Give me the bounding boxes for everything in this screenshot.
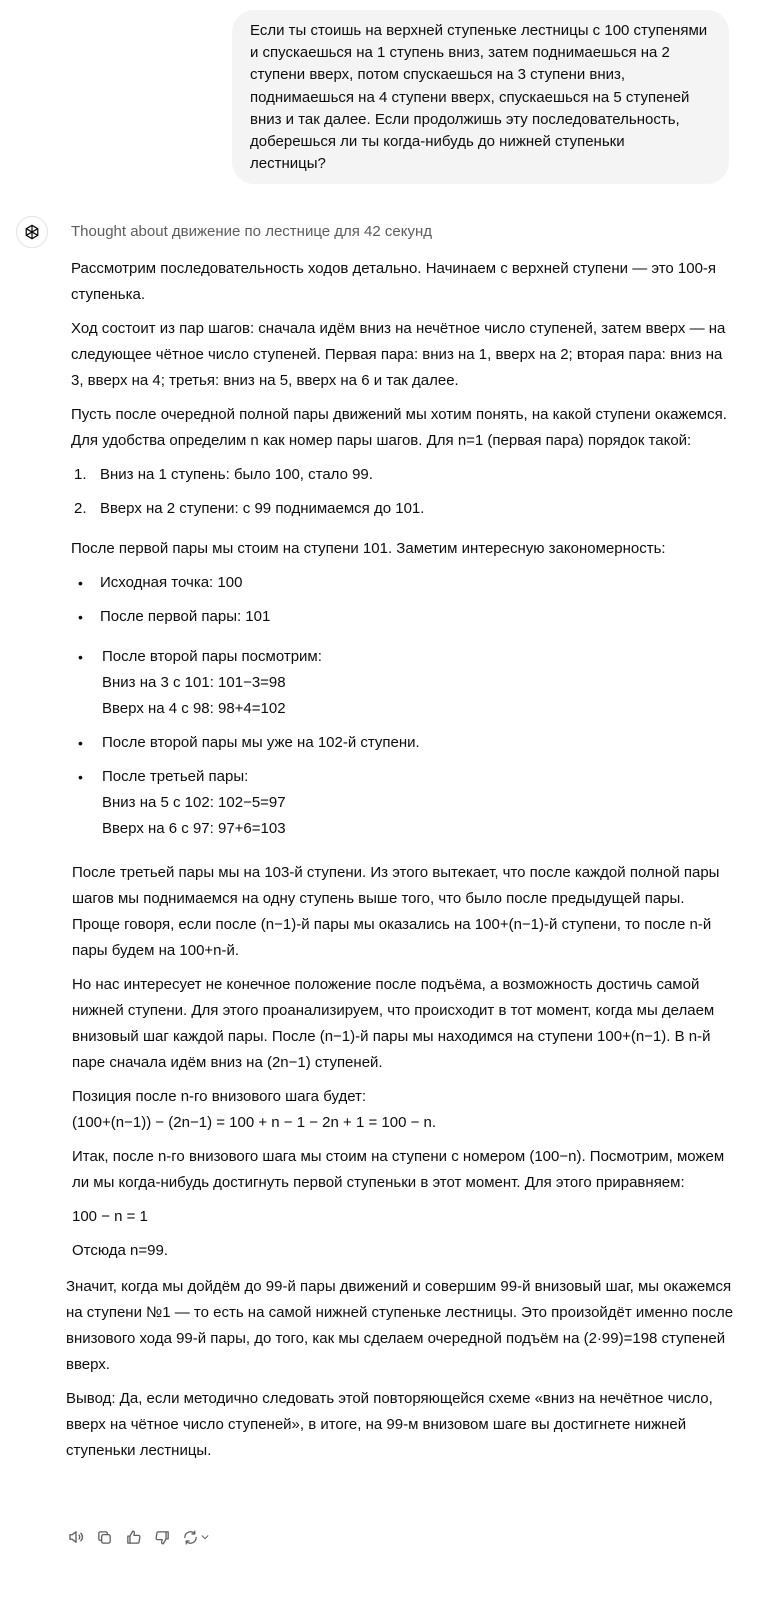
list-item (71, 730, 736, 756)
list-item-subline: Вниз на 5 с 102: 102−5=97 (102, 794, 286, 811)
answer-paragraph: Рассмотрим последовательность ходов детально. Начинаем с верхней ступени — это 100-я ступенька. (71, 260, 717, 303)
list-item (71, 496, 736, 522)
good-response-button[interactable] (124, 1528, 143, 1547)
read-aloud-button[interactable] (66, 1528, 85, 1547)
answer-paragraph: Ход состоит из пар шагов: сначала идём вниз на нечётное число ступеней, затем вверх — на следующее чётное число ступеней. Первая пара: вниз на 1, вверх на 2; вторая пара: вниз на 3, вверх на 4; третья: вниз на 5, вверх на 6 и так далее. (71, 320, 726, 389)
list-item-text: Вверх на 2 ступени: с 99 поднимаемся до 101. (100, 500, 425, 517)
answer-paragraph: Итак, после n-го внизового шага мы стоим на ступени с номером (100−n). Посмотрим, можем ли мы когда-нибудь достигнуть первой ступеньки в этот момент. Для этого приравняем: (72, 1148, 725, 1191)
list-item (71, 644, 736, 722)
answer-paragraph: Пусть после очередной полной пары движений мы хотим понять, на какой ступени окажемся. Для удобства определим n как номер пары шагов. Для n=1 (первая пара) порядок такой: (71, 406, 727, 449)
thumbs-down-icon (154, 1529, 171, 1546)
bad-response-button[interactable] (153, 1528, 172, 1547)
list-item-subline: Вверх на 6 с 97: 97+6=103 (102, 820, 286, 837)
bullet-icon: • (78, 769, 83, 785)
list-item (71, 462, 736, 488)
chevron-down-icon (200, 1532, 210, 1542)
answer-line: Позиция после n-го внизового шага будет: (72, 1088, 367, 1105)
copy-button[interactable] (95, 1528, 114, 1547)
bullet-icon: • (78, 609, 83, 625)
answer-paragraph: Отсюда n=99. (72, 1242, 169, 1259)
user-message-line: ступени вверх, потом спускаешься на 3 ступени вниз, (250, 66, 626, 84)
bullet-icon: • (78, 735, 83, 751)
bullet-icon: • (78, 575, 83, 591)
list-item-subline: Вверх на 4 с 98: 98+4=102 (102, 700, 286, 717)
regenerate-button[interactable] (182, 1528, 210, 1547)
list-item (71, 604, 736, 630)
user-message-line: лестницы? (250, 155, 326, 173)
bullet-icon: • (78, 649, 83, 665)
answer-section (72, 860, 736, 1264)
speaker-icon (67, 1528, 85, 1546)
thought-summary-toggle[interactable]: Thought about движение по лестнице для 42 секунд (71, 223, 433, 240)
list-item-subline: Вниз на 3 с 101: 101−3=98 (102, 674, 286, 691)
answer-paragraph: Вывод: Да, если методично следовать этой повторяющейся схеме «вниз на нечётное число, вверх на чётное число ступеней», в итоге, на 99-м внизовом шаге вы достигнете нижней ступеньки лестницы. (66, 1390, 713, 1459)
answer-paragraph: Но нас интересует не конечное положение после подъёма, а возможность достичь самой нижней ступени. Для этого проанализируем, что происходит в тот момент, когда мы делаем внизовый шаг каждой пары. После (n−1)-й пары мы находимся на ступени 100+(n−1). В n-й паре сначала идём вниз на (2n−1) ступеней. (72, 976, 715, 1071)
copy-icon (96, 1529, 113, 1546)
answer-section (66, 1274, 736, 1464)
list-item (71, 570, 736, 596)
list-item-text: После второй пары посмотрим: (102, 648, 322, 665)
answer-paragraph: Значит, когда мы дойдём до 99-й пары движений и совершим 99-й внизовый шаг, мы окажемся на ступени №1 — то есть на самой нижней ступеньке лестницы. Это произойдёт именно после внизового хода 99-й пары, до того, как мы сделаем очередной подъём на (2·99)=198 ступеней вверх. (66, 1278, 734, 1373)
list-item-text: Исходная точка: 100 (100, 574, 243, 591)
list-number: 1. (74, 466, 87, 483)
assistant-message (66, 256, 736, 1472)
list-item-text: После второй пары мы уже на 102-й ступени. (102, 734, 420, 751)
list-number: 2. (74, 500, 87, 517)
message-action-bar (66, 1524, 210, 1550)
user-message-bubble (232, 10, 729, 184)
bullet-list (71, 644, 736, 842)
list-item-text: Вниз на 1 ступень: было 100, стало 99. (100, 466, 373, 483)
formula: (100+(n−1)) − (2n−1) = 100 + n − 1 − 2n + 1 = 100 − n. (72, 1114, 437, 1131)
regenerate-icon (182, 1529, 199, 1546)
thumbs-up-icon (125, 1529, 142, 1546)
formula: 100 − n = 1 (72, 1208, 148, 1225)
list-item-text: После первой пары: 101 (100, 608, 271, 625)
user-message-line: и спускаешься на 1 ступень вниз, затем поднимаешься на 2 (250, 44, 670, 62)
assistant-avatar (16, 216, 48, 248)
user-message-line: Если ты стоишь на верхней ступеньке лестницы с 100 ступенями (250, 22, 708, 39)
bullet-list (71, 570, 736, 630)
answer-paragraph: После третьей пары мы на 103-й ступени. Из этого вытекает, что после каждой полной пары шагов мы поднимаемся на одну ступень выше того, что было после предыдущей пары. Проще говоря, если после (n−1)-й пары мы оказались на 100+(n−1)-й ступени, то после n-й пары будем на 100+n-й. (72, 864, 720, 959)
user-message-line: доберешься ли ты когда-нибудь до нижней ступеньки (250, 133, 625, 151)
list-item (71, 764, 736, 842)
user-message-line: поднимаешься на 4 ступени вверх, спускаешься на 5 ступеней (250, 88, 690, 106)
answer-paragraph: После первой пары мы стоим на ступени 101. Заметим интересную закономерность: (71, 540, 666, 557)
openai-logo-icon (22, 222, 42, 242)
numbered-list (71, 462, 736, 522)
user-message-line: вниз и так далее. Если продолжишь эту последовательность, (250, 110, 680, 128)
answer-paragraph (72, 1084, 736, 1136)
list-item-text: После третьей пары: (102, 768, 249, 785)
